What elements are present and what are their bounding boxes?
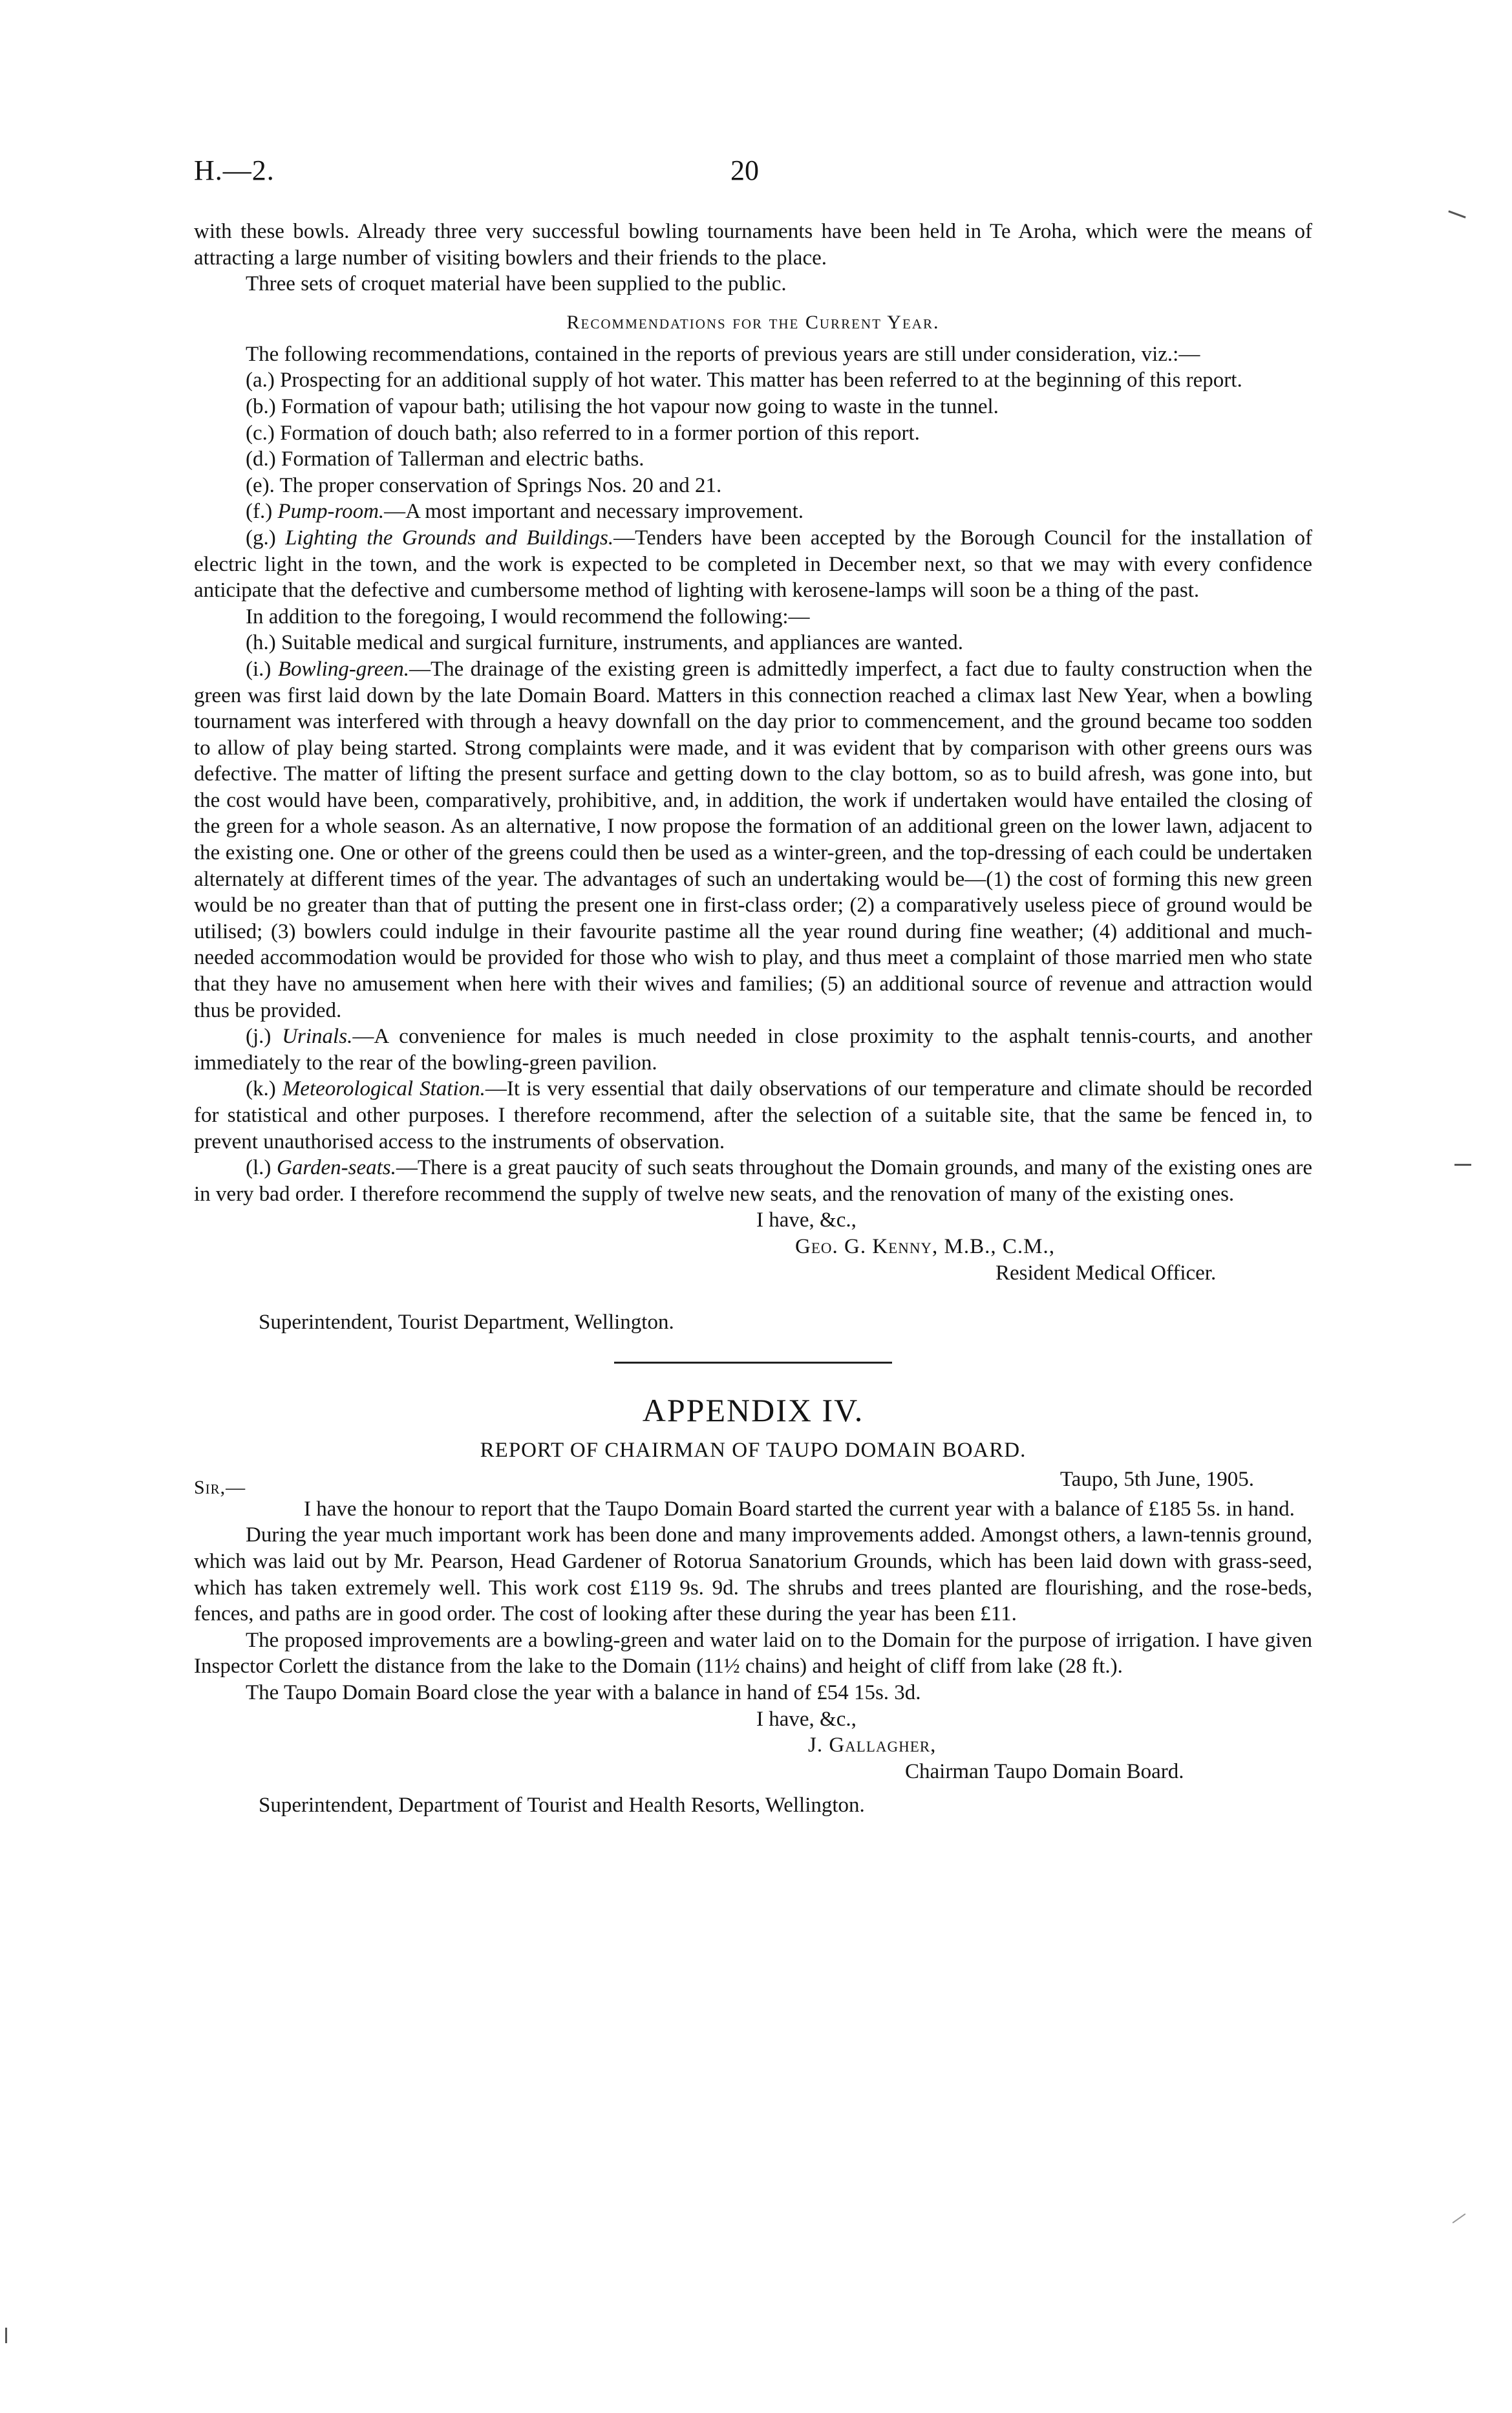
closing-line: I have, &c., xyxy=(756,1707,857,1731)
addressee: Superintendent, Tourist Department, Wellington. xyxy=(259,1311,674,1335)
document-code: H.—2. xyxy=(194,155,275,186)
recommendation-list xyxy=(194,367,1312,603)
list-item: (g.) Lighting the Grounds and Buildings.—Tenders have been accepted by the Borough Council for the installation of electric light in the town, and the work is expected to be completed in December next, so that we may with every confidence anticipate that the defective and cumbersome method of lighting with kerosene-lamps will soon be a thing of the past. xyxy=(194,526,1313,603)
paragraph: The Taupo Domain Board close the year with a balance in hand of £54 15s. 3d. xyxy=(246,1680,921,1704)
page-header xyxy=(194,154,1312,193)
signatory-name: Geo. G. Kenny, M.B., C.M., xyxy=(795,1234,1055,1258)
addressee: Superintendent, Department of Tourist and Health Resorts, Wellington. xyxy=(259,1794,865,1818)
scan-mark xyxy=(5,2328,7,2343)
page-number: 20 xyxy=(730,155,759,186)
section-divider xyxy=(614,1362,892,1364)
letter-date: Taupo, 5th June, 1905. xyxy=(1059,1467,1254,1491)
salutation-row xyxy=(194,1468,1312,1496)
recommendation-list xyxy=(194,630,1312,1207)
scan-mark xyxy=(1454,1164,1471,1166)
document-body xyxy=(194,219,1312,1819)
signatory-title: Resident Medical Officer. xyxy=(996,1261,1217,1285)
list-item: (k.) Meteorological Station.—It is very essential that daily observations of our temperature and climate should be recorded for statistical and other purposes. I therefore recommend, after the selection of a suitable site, that the same be fenced in, to prevent unauthorised access to the instruments of observation. xyxy=(194,1077,1312,1153)
paragraph: Three sets of croquet material have been supplied to the public. xyxy=(246,272,787,296)
list-item: (a.) Prospecting for an additional supply of hot water. This matter has been referred to at the beginning of this report. xyxy=(246,369,1242,392)
salutation: Sir,— xyxy=(194,1476,246,1498)
appendix-subtitle: REPORT OF CHAIRMAN OF TAUPO DOMAIN BOARD. xyxy=(480,1438,1027,1462)
list-item: (b.) Formation of vapour bath; utilising the hot vapour now going to waste in the tunnel. xyxy=(246,394,999,418)
appendix-title: APPENDIX IV. xyxy=(642,1391,864,1428)
closing-line: I have, &c., xyxy=(756,1208,857,1232)
list-item: (e). The proper conservation of Springs Nos. 20 and 21. xyxy=(246,473,722,497)
paragraph: The following recommendations, contained in the reports of previous years are still under consideration, viz.:— xyxy=(246,342,1200,366)
scan-mark xyxy=(1453,2213,1466,2223)
scan-mark xyxy=(1448,210,1465,218)
list-item: (h.) Suitable medical and surgical furniture, instruments, and appliances are wanted. xyxy=(246,631,964,655)
list-item: (d.) Formation of Tallerman and electric baths. xyxy=(246,447,644,471)
section-heading: Recommendations for the Current Year. xyxy=(566,311,940,333)
list-item: (j.) Urinals.—A convenience for males is much needed in close proximity to the asphalt tennis-courts, and another immediately to the rear of the bowling-green pavilion. xyxy=(194,1025,1312,1075)
paragraph: I have the honour to report that the Taupo Domain Board started the current year with a balance of £185 5s. in hand. xyxy=(304,1497,1295,1521)
list-item: (i.) Bowling-green.—The drainage of the existing green is admittedly imperfect, a fact due to faulty construction when the green was first laid down by the late Domain Board. Matters in this connection reached a climax last New Year, when a bowling tournament was interfered with through a heavy downfall on the day prior to commencement, and the ground became too sodden to allow of play being started. Strong complaints were made, and it was evident that by comparison with other greens ours was defective. The matter of lifting the present surface and getting down to the clay bottom, so as to build afresh, was gone into, but the cost would have been, comparatively, prohibitive, and, in addition, the work if undertaken would have entailed the closing of the green for a whole season. As an alternative, I now propose the formation of an additional green on the lower lawn, adjacent to the existing one. One or other of the greens could then be used as a winter-green, and the top-dressing of each could be undertaken alternately at different times of the year. The advantages of such an undertaking would be—(1) the cost of forming this new green would be no greater than that of putting the present one in first-class order; (2) a comparatively useless piece of ground would be utilised; (3) bowlers could indulge in their favourite pastime all the year round during fine weather; (4) additional and much-needed accommodation would be provided for those who wish to play, and thus meet a complaint of those married men who state that they have no amusement when here with their wives and families; (5) an additional source of revenue and attraction would thus be provided. xyxy=(194,657,1313,1022)
paragraph: In addition to the foregoing, I would recommend the following:— xyxy=(246,605,810,628)
paragraph: During the year much important work has been done and many improvements added. Amongst others, a lawn-tennis ground, which was laid out by Mr. Pearson, Head Gardener of Rotorua Sanatorium Grounds, which has been laid down with grass-seed, which has taken extremely well. This work cost £119 9s. 9d. The shrubs and trees planted are flourishing, and the rose-beds, fences, and paths are in good order. The cost of looking after these during the year has been £11. xyxy=(194,1523,1312,1626)
list-item: (f.) Pump-room.—A most important and necessary improvement. xyxy=(246,500,804,524)
signatory-title: Chairman Taupo Domain Board. xyxy=(905,1759,1184,1783)
paragraph: The proposed improvements are a bowling-green and water laid on to the Domain for the purpose of irrigation. I have given Inspector Corlett the distance from the lake to the Domain (11½ chains) and height of cliff from lake (28 ft.). xyxy=(194,1628,1312,1678)
list-item: (l.) Garden-seats.—There is a great paucity of such seats throughout the Domain grounds, and many of the existing ones are in very bad order. I therefore recommend the supply of twelve new seats, and the renovation of many of the existing ones. xyxy=(194,1156,1312,1206)
list-item: (c.) Formation of douch bath; also referred to in a former portion of this report. xyxy=(246,421,920,445)
signatory-name: J. Gallagher, xyxy=(808,1733,937,1757)
paragraph: with these bowls. Already three very successful bowling tournaments have been held in Te Aroha, which were the means of attracting a large number of visiting bowlers and their friends to the place. xyxy=(194,220,1312,270)
